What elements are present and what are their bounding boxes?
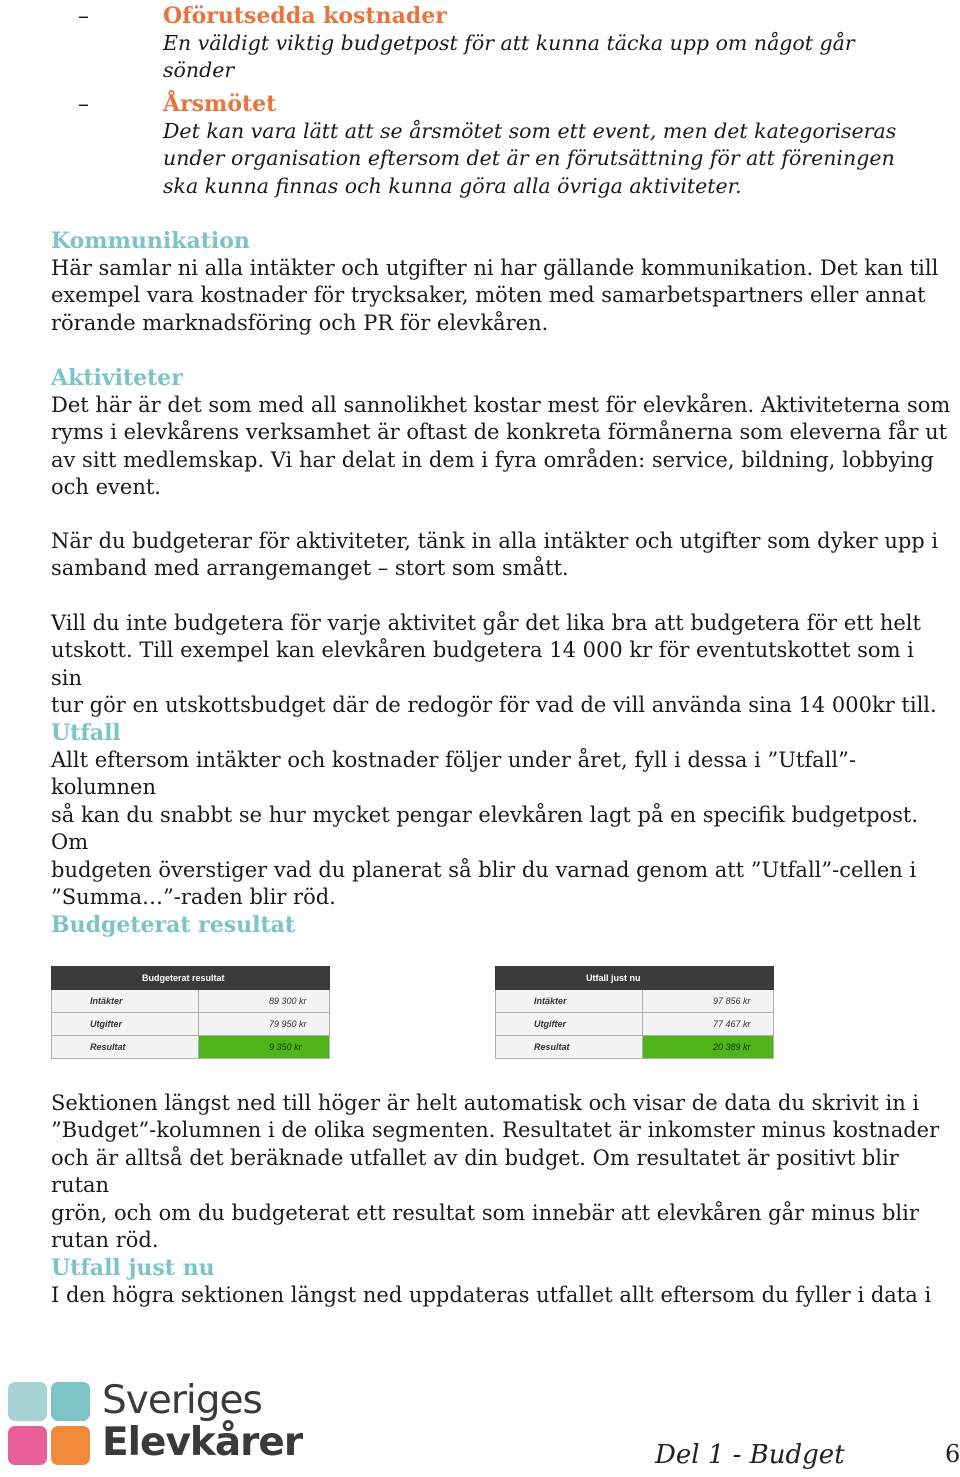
text-line: ”Budget”-kolumnen i de olika segmenten. Resultatet är inkomster minus kostnader — [51, 1118, 940, 1143]
cell-value: 77 467 kr — [643, 1013, 774, 1036]
text-line: exempel vara kostnader för trycksaker, möten med samarbetspartners eller annat — [51, 283, 926, 308]
table-header: Utfall just nu — [496, 967, 774, 990]
result-tables — [51, 966, 776, 1063]
cell-value: 97 856 kr — [643, 990, 774, 1013]
cell-label: Utgifter — [496, 1013, 643, 1036]
table-row — [496, 990, 774, 1013]
section-heading: Utfall just nu — [51, 1255, 215, 1281]
item-line: ska kunna finnas och kunna göra alla övriga aktiviteter. — [163, 173, 742, 198]
text-line: tur gör en utskottsbudget där de redogör för vad de vill använda sina 14 000kr till. — [51, 693, 937, 718]
item-line: En väldigt viktig budgetpost för att kunna täcka upp om något går — [163, 31, 855, 55]
section-heading: Kommunikation — [51, 228, 250, 254]
text-line: så kan du snabbt se hur mycket pengar elevkåren lagt på en specifik budgetpost. Om — [51, 802, 919, 855]
footer-title: Del 1 - Budget — [655, 1440, 845, 1470]
cell-label: Resultat — [52, 1036, 199, 1059]
cell-value: 89 300 kr — [199, 990, 330, 1013]
page-number: 6 — [945, 1440, 960, 1468]
text-line: utskott. Till exempel kan elevkåren budgetera 14 000 kr för eventutskottet som i sin — [51, 638, 914, 690]
text-line: rutan röd. — [51, 1228, 159, 1253]
item-title: Oförutsedda kostnader — [163, 3, 447, 29]
section-utfall — [51, 719, 951, 911]
outcome-table — [495, 966, 774, 1059]
text-line: av sitt medlemskap. Vi har delat in dem i fyra områden: service, bildning, lobbying — [51, 447, 934, 472]
dash-bullet: – — [78, 4, 89, 29]
section-budgeterat — [51, 911, 951, 939]
text-line: ”Summa…”-raden blir röd. — [51, 885, 336, 910]
text-line: och event. — [51, 475, 161, 500]
cell-label: Intäkter — [496, 990, 643, 1013]
text-line: grön, och om du budgeterat ett resultat som innebär att elevkåren går minus blir — [51, 1200, 919, 1225]
table-row — [52, 1036, 330, 1059]
table-header: Budgeterat resultat — [52, 967, 330, 990]
text-line: När du budgeterar för aktiviteter, tänk in alla intäkter och utgifter som dyker upp i — [51, 529, 939, 553]
paragraph — [51, 1090, 951, 1254]
table-row — [496, 1036, 774, 1059]
table-row — [496, 1013, 774, 1036]
cell-value-positive: 9 350 kr — [199, 1036, 330, 1059]
budget-table — [51, 966, 330, 1059]
section-heading: Budgeterat resultat — [51, 912, 296, 938]
paragraph — [51, 528, 951, 583]
section-heading: Utfall — [51, 720, 121, 746]
cell-label: Intäkter — [52, 990, 199, 1013]
cell-label: Resultat — [496, 1036, 643, 1059]
item-line: under organisation eftersom det är en förutsättning för att föreningen — [163, 146, 895, 171]
text-line: Sektionen längst ned till höger är helt automatisk och visar de data du skrivit in i — [51, 1091, 920, 1115]
item-line: Det kan vara lätt att se årsmötet som ett event, men det kategoriseras — [163, 119, 897, 143]
paragraph — [51, 610, 951, 720]
text-line: Det här är det som med all sannolikhet kostar mest för elevkåren. Aktiviteterna som — [51, 393, 951, 417]
table-row — [52, 1013, 330, 1036]
text-line: rörande marknadsföring och PR för elevkåren. — [51, 310, 549, 335]
text-line: och är alltså det beräknade utfallet av din budget. Om resultatet är positivt blir rutan — [51, 1145, 899, 1198]
logo-line2: Elevkårer — [102, 1420, 303, 1465]
text-line: ryms i elevkårens verksamhet är oftast de konkreta förmånerna som eleverna får ut — [51, 420, 948, 445]
cell-value: 79 950 kr — [199, 1013, 330, 1036]
text-line: Här samlar ni alla intäkter och utgifter ni har gällande kommunikation. Det kan till — [51, 256, 939, 280]
table-row — [52, 990, 330, 1013]
logo-line1: Sveriges — [102, 1378, 262, 1423]
section-aktiviteter — [51, 364, 951, 502]
section-kommunikation — [51, 227, 951, 337]
dash-bullet: – — [78, 92, 89, 117]
item-title: Årsmötet — [163, 91, 277, 117]
text-line: samband med arrangemanget – stort som smått. — [51, 556, 569, 581]
cell-value-positive: 20 389 kr — [643, 1036, 774, 1059]
cell-label: Utgifter — [52, 1013, 199, 1036]
section-utfall-just-nu — [51, 1254, 951, 1309]
item-line: sönder — [163, 58, 235, 83]
text-line: I den högra sektionen längst ned uppdateras utfallet allt eftersom du fyller i data i — [51, 1283, 932, 1307]
section-heading: Aktiviteter — [51, 365, 183, 391]
sveriges-elevkarer-logo — [8, 1378, 303, 1473]
text-line: budgeten överstiger vad du planerat så blir du varnad genom att ”Utfall”-cellen i — [51, 857, 917, 882]
text-line: Vill du inte budgetera för varje aktivitet går det lika bra att budgetera för ett helt — [51, 611, 921, 635]
logo-squares-icon — [8, 1382, 94, 1477]
text-line: Allt eftersom intäkter och kostnader följer under året, fyll i dessa i ”Utfall”-kolumnen — [51, 748, 856, 800]
